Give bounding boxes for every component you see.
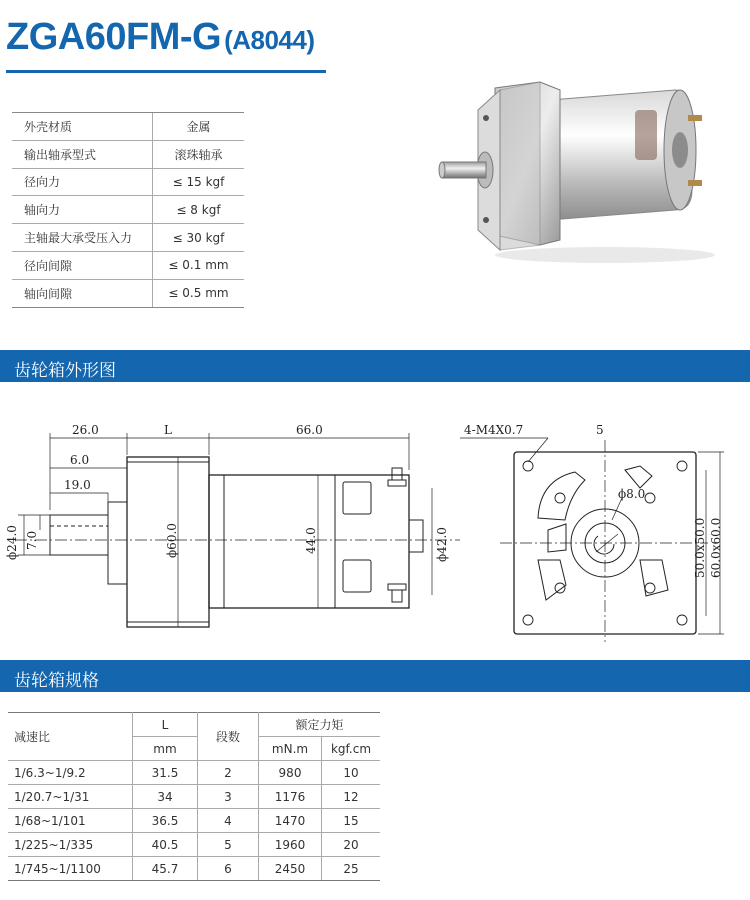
cell-ratio: 1/68~1/101 — [8, 809, 133, 833]
cell-stages: 6 — [198, 857, 259, 881]
table-row — [12, 196, 244, 224]
cell-mnm: 2450 — [259, 857, 322, 881]
spec-key: 径向间隙 — [12, 251, 153, 279]
cell-stages: 4 — [198, 809, 259, 833]
cell-kgfcm: 10 — [322, 761, 381, 785]
dim-26: 26.0 — [72, 423, 99, 437]
dim-66: 66.0 — [296, 423, 323, 437]
spec-value: 滚珠轴承 — [153, 140, 245, 168]
spec-key: 外壳材质 — [12, 113, 153, 141]
header-torque: 额定力矩 — [259, 713, 381, 737]
header-L: L — [133, 713, 198, 737]
model-name: ZGA60FM-G — [6, 16, 222, 58]
table-row — [8, 833, 380, 857]
cell-kgfcm: 25 — [322, 857, 381, 881]
header-kgfcm: kgf.cm — [322, 737, 381, 761]
gearbox-spec-table — [8, 712, 380, 881]
cell-mnm: 980 — [259, 761, 322, 785]
motor-photo — [430, 70, 730, 270]
cell-mnm: 1960 — [259, 833, 322, 857]
outline-drawing — [0, 410, 750, 650]
model-code: (A8044) — [224, 25, 315, 55]
dim-L: L — [164, 423, 172, 437]
spec-value: 金属 — [153, 113, 245, 141]
dim-50: 50.0x50.0 — [693, 517, 707, 578]
header-ratio: 减速比 — [8, 713, 133, 761]
cell-kgfcm: 15 — [322, 809, 381, 833]
spec-value: ≤ 0.1 mm — [153, 251, 245, 279]
table-header-row — [8, 713, 380, 737]
spec-value: ≤ 8 kgf — [153, 196, 245, 224]
dim-d8: ϕ8.0 — [618, 487, 646, 501]
table-row — [12, 168, 244, 196]
table-row — [12, 251, 244, 279]
dim-6: 6.0 — [70, 453, 90, 467]
header-mm: mm — [133, 737, 198, 761]
dim-d24: ϕ24.0 — [5, 525, 19, 560]
spec-key: 轴向力 — [12, 196, 153, 224]
cell-L: 34 — [133, 785, 198, 809]
cell-ratio: 1/225~1/335 — [8, 833, 133, 857]
cell-kgfcm: 12 — [322, 785, 381, 809]
dim-d42: ϕ42.0 — [435, 527, 449, 562]
dim-60x60: 60.0x60.0 — [709, 517, 723, 578]
spec-table — [12, 112, 244, 308]
product-title — [6, 16, 315, 59]
dim-d60: ϕ60.0 — [165, 523, 179, 558]
cell-ratio: 1/6.3~1/9.2 — [8, 761, 133, 785]
dim-19: 19.0 — [64, 478, 91, 492]
header-mnm: mN.m — [259, 737, 322, 761]
spec-key: 输出轴承型式 — [12, 140, 153, 168]
cell-stages: 3 — [198, 785, 259, 809]
table-row — [8, 785, 380, 809]
spec-key: 轴向间隙 — [12, 279, 153, 307]
spec-value: ≤ 30 kgf — [153, 224, 245, 252]
table-row — [12, 224, 244, 252]
table-row — [8, 809, 380, 833]
table-row — [12, 279, 244, 307]
cell-kgfcm: 20 — [322, 833, 381, 857]
spec-key: 主轴最大承受压入力 — [12, 224, 153, 252]
header-stages: 段数 — [198, 713, 259, 761]
dim-7: 7.0 — [25, 530, 39, 550]
cell-ratio: 1/20.7~1/31 — [8, 785, 133, 809]
cell-stages: 2 — [198, 761, 259, 785]
table-row — [8, 761, 380, 785]
title-underline — [6, 70, 326, 73]
table-row — [8, 857, 380, 881]
section-title: 齿轮箱外形图 — [14, 361, 116, 381]
section-header-outline — [0, 350, 750, 382]
spec-value: ≤ 15 kgf — [153, 168, 245, 196]
table-row — [12, 113, 244, 141]
cell-stages: 5 — [198, 833, 259, 857]
dim-5: 5 — [596, 423, 604, 437]
cell-L: 40.5 — [133, 833, 198, 857]
front-view — [460, 438, 724, 642]
cell-mnm: 1470 — [259, 809, 322, 833]
cell-mnm: 1176 — [259, 785, 322, 809]
section-header-spec — [0, 660, 750, 692]
cell-L: 45.7 — [133, 857, 198, 881]
dim-screw: 4-M4X0.7 — [464, 423, 524, 437]
spec-value: ≤ 0.5 mm — [153, 279, 245, 307]
cell-L: 36.5 — [133, 809, 198, 833]
table-row — [12, 140, 244, 168]
spec-key: 径向力 — [12, 168, 153, 196]
section-title: 齿轮箱规格 — [14, 671, 99, 691]
dim-44: 44.0 — [304, 527, 318, 554]
cell-L: 31.5 — [133, 761, 198, 785]
cell-ratio: 1/745~1/1100 — [8, 857, 133, 881]
